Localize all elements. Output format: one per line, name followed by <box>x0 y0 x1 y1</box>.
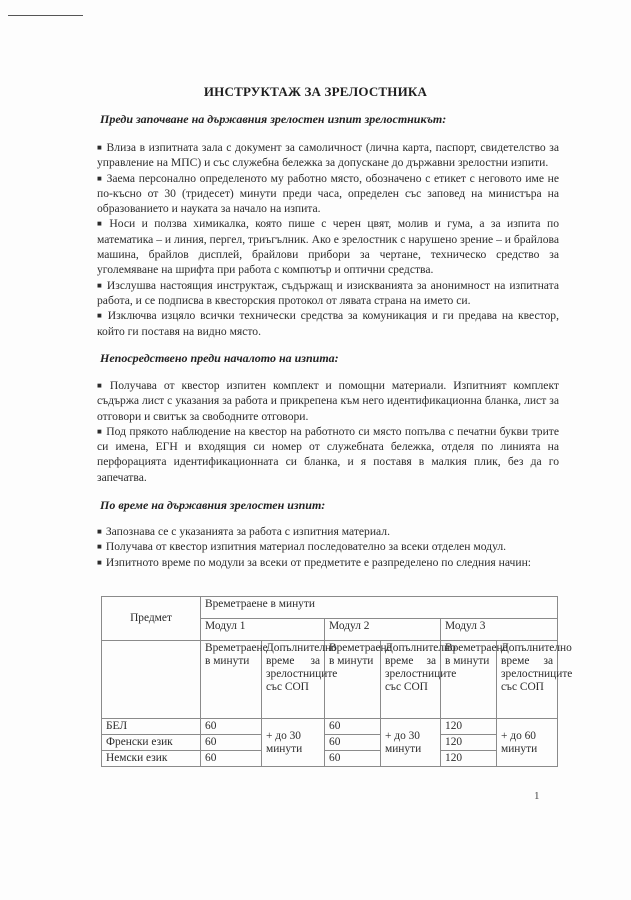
bullet-icon: ■ <box>97 426 103 436</box>
table-row <box>102 751 558 767</box>
subject-cell: Френски език <box>102 735 201 751</box>
m2-value: 60 <box>325 719 381 735</box>
list-item: ■ Запознава се с указанията за работа с изпитния материал. <box>97 525 390 538</box>
list-item: ■ Носи и ползва химикалка, която пише с черен цвят, молив и гума, а за изпита по математика – и линия, пергел, триъгълник. Ако е зрелостник с нарушено зрение – и брайлова машина, брайлов дисплей, брайлови прибори за чертане, техническо средство за уголемяване на шрифта при работа с компютър и оптични средства. <box>97 217 559 277</box>
m2-value: 60 <box>325 735 381 751</box>
list-item: ■ Под прякото наблюдение на квестор на работното си място попълва с печатни букви трите си имена, ЕГН и входящия си номер от служебната бележка, отделя по линията на перфорацията идентификационната си бланка, и я поставя в малкия плик, без да го запечатва. <box>97 424 559 484</box>
m3-value: 120 <box>441 751 497 767</box>
table-header-row <box>102 597 558 619</box>
m1-extra-value: + до 30 минути <box>262 719 325 767</box>
m1-value: 60 <box>201 719 262 735</box>
section-immediately-before-list <box>97 378 559 485</box>
bullet-icon: ■ <box>97 219 106 229</box>
subject-cell: Немски език <box>102 751 201 767</box>
list-item: ■ Изключва изцяло всички технически средства за комуникация и ги предава на квестор, който ги поставя на видно място. <box>97 309 559 338</box>
list-item: ■ Получава от квестор изпитен комплект и помощни материали. Изпитният комплект съдържа лист с указания за работа и прикрепена към него идентификационна бланка, лист за отговори и свитък за свободните отговори. <box>97 379 559 423</box>
list-item: ■ Изпитното време по модули за всеки от предметите е разпределено по следния начин: <box>97 555 532 569</box>
list-item: ■ Изслушва настоящия инструктаж, съдържащ и изискванията за анонимност на изпитната работа, и се подписва в квесторския протокол от лявата страна на името си. <box>97 278 559 307</box>
list-item: ■ Влиза в изпитната зала с документ за самоличност (лична карта, паспорт, свидетелство за управление на МПС) и със служебна бележка за допускане до държавни зрелостни изпити. <box>97 141 560 170</box>
list-item: ■ Заема персонално определеното му работно място, обозначено с етикет с неговото име не по-късно от 30 (тридесет) минути преди часа, определен със заповед на министъра на образованието и науката за начало на изпита. <box>97 171 559 216</box>
table-subheader-row <box>102 641 558 719</box>
table-row <box>102 735 558 751</box>
empty-cell <box>102 641 201 719</box>
m1-value: 60 <box>201 735 262 751</box>
document-title: ИНСТРУКТАЖ ЗА ЗРЕЛОСТНИКА <box>203 84 428 99</box>
section-heading-immediately-before: Непосредствено преди началото на изпита: <box>100 351 339 365</box>
m3-extra-header: Допълнително време за зрелостниците със СОП <box>497 641 558 719</box>
bullet-icon: ■ <box>97 280 103 290</box>
duration-header: Времетраене в минути <box>201 597 558 619</box>
table-row <box>102 719 558 735</box>
bullet-icon: ■ <box>97 542 102 552</box>
m3-time-header: Времетраене в минути <box>441 641 497 719</box>
m1-extra-header: Допълнително време за зрелостниците със СОП <box>262 641 325 719</box>
m2-extra-value: + до 30 минути <box>381 719 441 767</box>
bullet-icon: ■ <box>97 311 104 321</box>
bullet-icon: ■ <box>97 557 102 567</box>
m3-value: 120 <box>441 719 497 735</box>
subject-header: Предмет <box>102 597 201 641</box>
module-2-header: Модул 2 <box>325 619 441 641</box>
section-before-exam-list <box>97 140 559 339</box>
list-item: ■ Получава от квестор изпитния материал последователно за всеки отделен модул. <box>97 540 507 554</box>
m1-time-header: Времетраене в минути <box>201 641 262 719</box>
section-during-exam-list <box>97 524 559 570</box>
bullet-icon: ■ <box>97 173 103 183</box>
m2-time-header: Времетраене в минути <box>325 641 381 719</box>
exam-duration-table <box>101 596 573 767</box>
m3-value: 120 <box>441 735 497 751</box>
section-heading-during-exam: По време на държавния зрелостен изпит: <box>100 498 326 512</box>
m2-extra-header: Допълнително време за зрелостниците със СОП <box>381 641 441 719</box>
m1-value: 60 <box>201 751 262 767</box>
section-heading-before-exam: Преди започване на държавния зрелостен изпит зрелостникът: <box>100 112 447 126</box>
bullet-icon: ■ <box>97 143 103 152</box>
bullet-icon: ■ <box>97 527 102 536</box>
module-1-header: Модул 1 <box>201 619 325 641</box>
page-number: 1 <box>534 790 540 802</box>
m3-extra-value: + до 60 минути <box>497 719 558 767</box>
m2-value: 60 <box>325 751 381 767</box>
bullet-icon: ■ <box>97 381 106 390</box>
module-3-header: Модул 3 <box>441 619 558 641</box>
subject-cell: БЕЛ <box>102 719 201 735</box>
scan-artifact-line <box>8 15 83 16</box>
